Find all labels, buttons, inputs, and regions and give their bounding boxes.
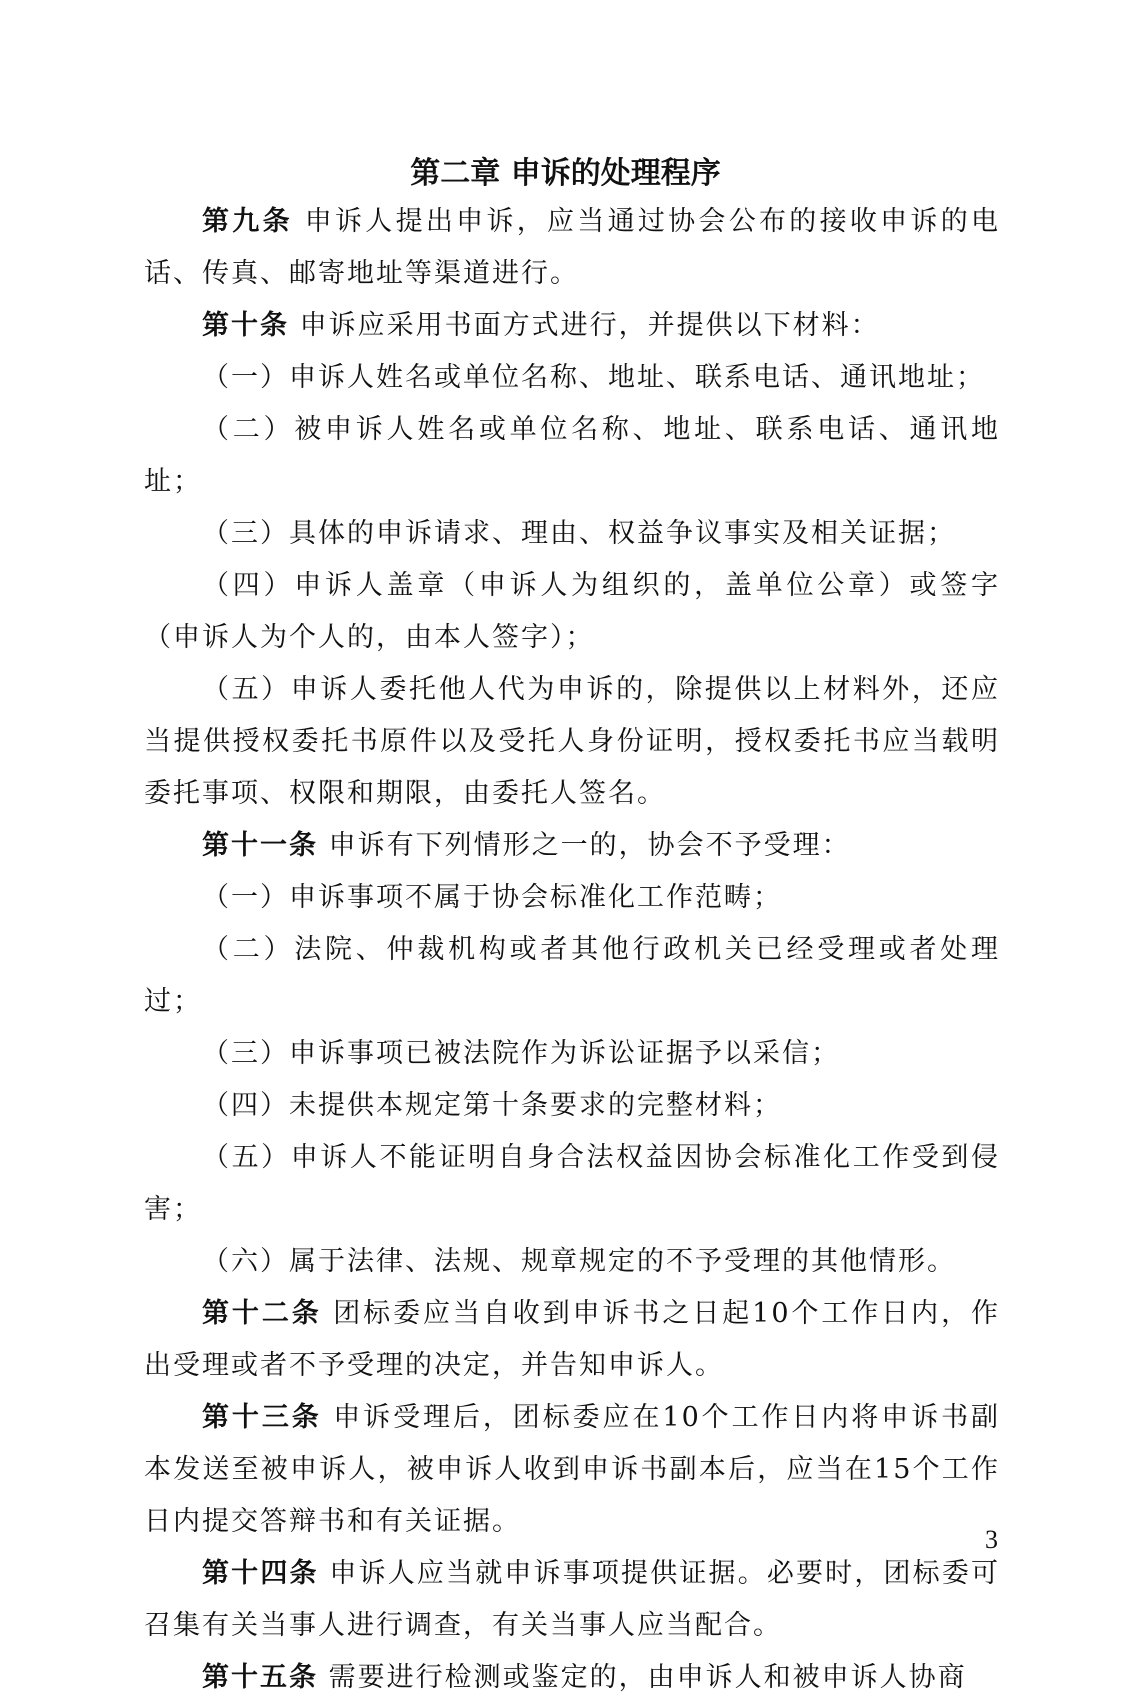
article-label: 第十三条 [202, 1402, 322, 1433]
chapter-title: 第二章 申诉的处理程序 [410, 156, 721, 191]
list-item [144, 664, 1000, 820]
article-text: 申诉应采用书面方式进行，并提供以下材料： [299, 310, 880, 341]
article-label: 第九条 [202, 206, 293, 237]
item-text: （一）申诉事项不属于协会标准化工作范畴； [202, 882, 782, 913]
article-text: 申诉受理后，团标委应在10个工作日内将申诉书副本发送至被申诉人，被申诉人收到申诉书副本后，应当在15个工作日内提交答辩书和有关证据。 [144, 1402, 1000, 1537]
article-11 [144, 820, 1000, 872]
list-item [144, 1080, 1000, 1132]
item-text: （一）申诉人姓名或单位名称、地址、联系电话、通讯地址； [202, 362, 985, 393]
article-text: 申诉人应当就申诉事项提供证据。必要时，团标委可召集有关当事人进行调查，有关当事人应当配合。 [144, 1558, 1000, 1641]
item-text: （五）申诉人不能证明自身合法权益因协会标准化工作受到侵害； [144, 1142, 1000, 1225]
article-15 [144, 1652, 1000, 1704]
page-number: 3 [985, 1525, 998, 1554]
article-13 [144, 1392, 1000, 1548]
article-label: 第十五条 [202, 1662, 318, 1693]
article-10 [144, 300, 1000, 352]
article-text: 团标委应当自收到申诉书之日起10个工作日内，作出受理或者不予受理的决定，并告知申诉人。 [144, 1298, 1000, 1381]
article-text: 需要进行检测或鉴定的，由申诉人和被申诉人协商 [328, 1662, 967, 1693]
item-text: （三）申诉事项已被法院作为诉讼证据予以采信； [202, 1038, 840, 1069]
article-12 [144, 1288, 1000, 1392]
article-label: 第十条 [202, 310, 289, 341]
item-text: （六）属于法律、法规、规章规定的不予受理的其他情形。 [202, 1246, 956, 1277]
item-text: （三）具体的申诉请求、理由、权益争议事实及相关证据； [202, 518, 956, 549]
list-item [144, 924, 1000, 1028]
article-9 [144, 196, 1000, 300]
article-label: 第十二条 [202, 1298, 322, 1329]
list-item [144, 1028, 1000, 1080]
list-item [144, 352, 1000, 404]
list-item [144, 1236, 1000, 1288]
body-text [144, 196, 1000, 1704]
article-label: 第十四条 [202, 1558, 319, 1589]
list-item [144, 560, 1000, 664]
list-item [144, 1132, 1000, 1236]
list-item [144, 508, 1000, 560]
article-text: 申诉有下列情形之一的，协会不予受理： [328, 830, 851, 861]
item-text: （二）法院、仲裁机构或者其他行政机关已经受理或者处理过； [144, 934, 1000, 1017]
article-text: 申诉人提出申诉，应当通过协会公布的接收申诉的电话、传真、邮寄地址等渠道进行。 [144, 206, 1001, 289]
list-item [144, 872, 1000, 924]
article-14 [144, 1548, 1000, 1652]
item-text: （二）被申诉人姓名或单位名称、地址、联系电话、通讯地址； [144, 414, 1000, 497]
list-item [144, 404, 1000, 508]
item-text: （五）申诉人委托他人代为申诉的，除提供以上材料外，还应当提供授权委托书原件以及受托人身份证明，授权委托书应当载明委托事项、权限和期限，由委托人签名。 [144, 674, 1000, 809]
item-text: （四）未提供本规定第十条要求的完整材料； [202, 1090, 782, 1121]
item-text: （四）申诉人盖章（申诉人为组织的，盖单位公章）或签字（申诉人为个人的，由本人签字）； [144, 570, 1000, 653]
article-label: 第十一条 [202, 830, 318, 861]
